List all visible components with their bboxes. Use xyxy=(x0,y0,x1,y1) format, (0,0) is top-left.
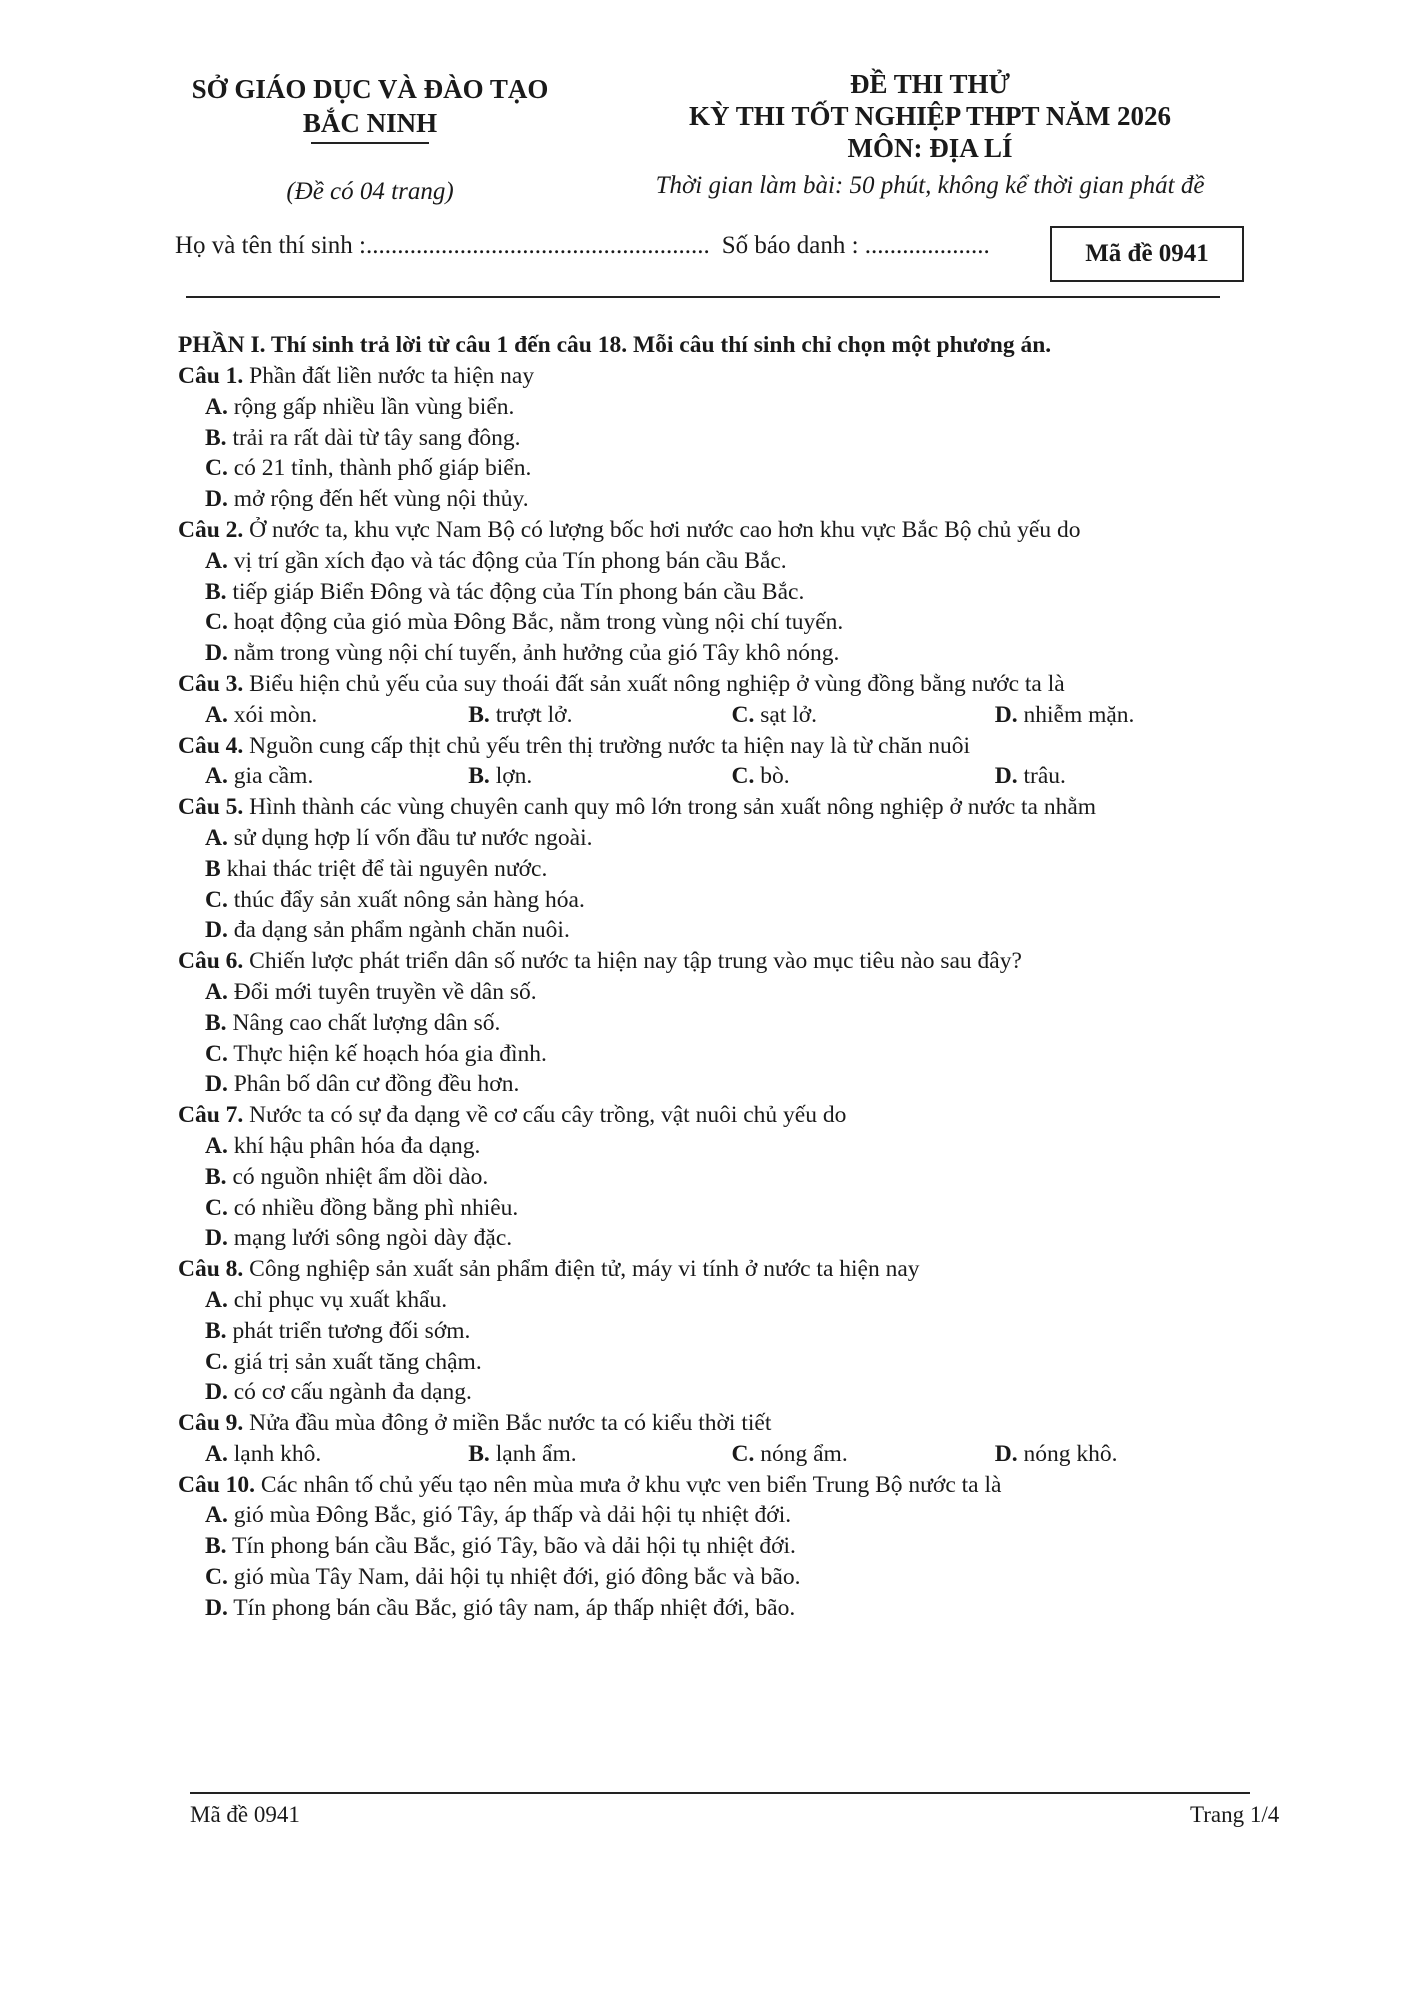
option-3d xyxy=(995,700,1258,731)
option-6c xyxy=(178,1039,1258,1070)
option-5c xyxy=(178,885,1258,916)
option-key: B. xyxy=(205,578,227,605)
option-6d xyxy=(178,1069,1258,1100)
option-10a xyxy=(178,1500,1258,1531)
subject-title: MÔN: ĐỊA LÍ xyxy=(847,133,1013,163)
question-number: Câu 8. xyxy=(178,1256,244,1283)
option-key: C. xyxy=(205,886,228,913)
option-4d xyxy=(995,761,1258,792)
question-1 xyxy=(178,361,1258,392)
option-text: có 21 tỉnh, thành phố giáp biển. xyxy=(227,455,532,482)
option-text: có nguồn nhiệt ẩm dồi dào. xyxy=(226,1163,489,1190)
candidate-id-field: Số báo danh : .................... xyxy=(721,232,990,259)
question-6 xyxy=(178,946,1258,977)
option-text: bò. xyxy=(754,763,790,790)
option-key: A. xyxy=(205,1132,228,1159)
option-2c xyxy=(178,607,1258,638)
question-text: Chiến lược phát triển dân số nước ta hiện nay tập trung vào mục tiêu nào sau đây? xyxy=(243,948,1022,975)
question-5 xyxy=(178,792,1258,823)
question-2 xyxy=(178,515,1258,546)
option-10d xyxy=(178,1593,1258,1624)
option-text: nóng khô. xyxy=(1017,1440,1118,1467)
department-header xyxy=(150,72,590,206)
option-text: hoạt động của gió mùa Đông Bắc, nằm trong vùng nội chí tuyến. xyxy=(227,609,844,636)
option-3b xyxy=(468,700,731,731)
exam-name: KỲ THI TỐT NGHIỆP THPT NĂM 2026 xyxy=(688,101,1172,131)
candidate-info xyxy=(175,232,990,260)
question-number: Câu 2. xyxy=(178,516,244,543)
option-key: C. xyxy=(205,455,228,482)
option-text: Tín phong bán cầu Bắc, gió Tây, bão và dải hội tụ nhiệt đới. xyxy=(226,1533,796,1560)
option-text: đa dạng sản phẩm ngành chăn nuôi. xyxy=(227,917,570,944)
question-text: Công nghiệp sản xuất sản phẩm điện tử, máy vi tính ở nước ta hiện nay xyxy=(243,1256,920,1283)
option-text: nhiễm mặn. xyxy=(1017,701,1135,728)
candidate-name-field: Họ và tên thí sinh :....................................................... xyxy=(175,232,710,259)
option-4a xyxy=(205,761,468,792)
option-key: C. xyxy=(731,763,755,790)
option-key: A. xyxy=(205,824,228,851)
question-text: Hình thành các vùng chuyên canh quy mô lớn trong sản xuất nông nghiệp ở nước ta nhằm xyxy=(243,794,1097,821)
question-10 xyxy=(178,1470,1258,1501)
department-name: SỞ GIÁO DỤC VÀ ĐÀO TẠO xyxy=(191,74,549,104)
option-5a xyxy=(178,823,1258,854)
question-7 xyxy=(178,1100,1258,1131)
option-text: thúc đẩy sản xuất nông sản hàng hóa. xyxy=(227,886,585,913)
footer-exam-code: Mã đề 0941 xyxy=(190,1802,300,1827)
question-8 xyxy=(178,1254,1258,1285)
part-1-instruction: PHẦN I. Thí sinh trả lời từ câu 1 đến câu 18. Mỗi câu thí sinh chỉ chọn một phương án. xyxy=(178,332,1052,358)
option-key: B. xyxy=(468,701,490,728)
option-key: D. xyxy=(205,640,228,667)
option-key: B. xyxy=(468,763,490,790)
option-key: A. xyxy=(205,763,228,790)
question-text: Nửa đầu mùa đông ở miền Bắc nước ta có kiểu thời tiết xyxy=(243,1410,772,1437)
option-key: D. xyxy=(205,917,228,944)
question-text: Nguồn cung cấp thịt chủ yếu trên thị trường nước ta hiện nay là từ chăn nuôi xyxy=(243,732,971,759)
option-1a xyxy=(178,392,1258,423)
option-6a xyxy=(178,977,1258,1008)
option-10b xyxy=(178,1531,1258,1562)
option-8d xyxy=(178,1377,1258,1408)
options-row-3 xyxy=(178,700,1258,731)
option-key: D. xyxy=(994,701,1018,728)
option-key: C. xyxy=(205,1564,228,1591)
question-number: Câu 10. xyxy=(178,1471,256,1498)
option-text: vị trí gần xích đạo và tác động của Tín phong bán cầu Bắc. xyxy=(227,547,787,574)
question-3 xyxy=(178,669,1258,700)
question-text: Phần đất liền nước ta hiện nay xyxy=(243,363,535,389)
option-7c xyxy=(178,1193,1258,1224)
option-4c xyxy=(732,761,995,792)
question-number: Câu 6. xyxy=(178,948,244,975)
option-text: mạng lưới sông ngòi dày đặc. xyxy=(227,1225,513,1252)
option-2b xyxy=(178,577,1258,608)
question-4 xyxy=(178,731,1258,762)
exam-type: ĐỀ THI THỬ xyxy=(849,69,1011,99)
option-1b xyxy=(178,423,1258,454)
option-key: A. xyxy=(205,393,228,420)
option-text: chỉ phục vụ xuất khẩu. xyxy=(227,1286,448,1313)
option-9c xyxy=(732,1439,995,1470)
option-7d xyxy=(178,1223,1258,1254)
option-text: rộng gấp nhiều lần vùng biển. xyxy=(227,393,515,420)
question-text: Các nhân tố chủ yếu tạo nên mùa mưa ở khu vực ven biển Trung Bộ nước ta là xyxy=(255,1471,1002,1498)
option-key: A. xyxy=(205,978,228,1005)
question-number: Câu 7. xyxy=(178,1102,244,1129)
option-8b xyxy=(178,1316,1258,1347)
option-key: B. xyxy=(205,1009,227,1036)
question-number: Câu 1. xyxy=(178,363,244,389)
page-count-note: (Đề có 04 trang) xyxy=(286,178,454,205)
province-name: BẮC NINH xyxy=(302,108,438,138)
option-text: Thực hiện kế hoạch hóa gia đình. xyxy=(227,1040,547,1067)
option-key: B. xyxy=(205,1163,227,1190)
option-text: xói mòn. xyxy=(227,701,318,728)
option-text: giá trị sản xuất tăng chậm. xyxy=(227,1348,482,1375)
options-row-9 xyxy=(178,1439,1258,1470)
option-text: gia cầm. xyxy=(227,763,314,790)
exam-header xyxy=(610,68,1250,200)
option-key: D. xyxy=(994,763,1018,790)
time-note: Thời gian làm bài: 50 phút, không kể thời gian phát đề xyxy=(655,172,1205,199)
option-text: lạnh ẩm. xyxy=(489,1440,577,1467)
option-3a xyxy=(205,700,468,731)
option-2a xyxy=(178,546,1258,577)
option-text: mở rộng đến hết vùng nội thủy. xyxy=(227,486,529,513)
option-9b xyxy=(468,1439,731,1470)
option-key: D. xyxy=(205,1225,228,1252)
option-9d xyxy=(995,1439,1258,1470)
option-text: Tín phong bán cầu Bắc, gió tây nam, áp thấp nhiệt đới, bão. xyxy=(227,1594,796,1621)
question-number: Câu 9. xyxy=(178,1410,244,1437)
option-key: C. xyxy=(205,1348,228,1375)
option-key: A. xyxy=(205,1502,228,1529)
option-key: D. xyxy=(994,1440,1018,1467)
options-row-4 xyxy=(178,761,1258,792)
question-text: Nước ta có sự đa dạng về cơ cấu cây trồng, vật nuôi chủ yếu do xyxy=(243,1102,847,1129)
option-5b xyxy=(178,854,1258,885)
option-key: B xyxy=(205,855,221,882)
option-key: A. xyxy=(205,701,228,728)
option-text: nóng ẩm. xyxy=(754,1440,848,1467)
footer-separator xyxy=(190,1792,1250,1794)
option-key: C. xyxy=(205,1040,228,1067)
option-text: có cơ cấu ngành đa dạng. xyxy=(227,1379,472,1406)
option-text: Nâng cao chất lượng dân số. xyxy=(226,1009,501,1036)
option-1c xyxy=(178,453,1258,484)
option-8a xyxy=(178,1285,1258,1316)
option-key: A. xyxy=(205,1286,228,1313)
option-9a xyxy=(205,1439,468,1470)
option-text: trâu. xyxy=(1017,763,1066,790)
option-10c xyxy=(178,1562,1258,1593)
option-text: trượt lở. xyxy=(489,701,573,728)
exam-content xyxy=(178,330,1258,1624)
option-text: sạt lở. xyxy=(754,701,818,728)
option-2d xyxy=(178,638,1258,669)
option-key: B. xyxy=(468,1440,490,1467)
option-3c xyxy=(732,700,995,731)
option-key: D. xyxy=(205,1594,228,1621)
option-7a xyxy=(178,1131,1258,1162)
question-text: Ở nước ta, khu vực Nam Bộ có lượng bốc hơi nước cao hơn khu vực Bắc Bộ chủ yếu do xyxy=(243,516,1081,543)
exam-code-box: Mã đề 0941 xyxy=(1050,226,1244,282)
option-key: C. xyxy=(731,701,755,728)
option-text: gió mùa Tây Nam, dải hội tụ nhiệt đới, gió đông bắc và bão. xyxy=(227,1564,801,1591)
option-text: trải ra rất dài từ tây sang đông. xyxy=(226,424,521,451)
option-text: tiếp giáp Biển Đông và tác động của Tín phong bán cầu Bắc. xyxy=(226,578,805,605)
question-number: Câu 5. xyxy=(178,794,244,821)
option-text: lạnh khô. xyxy=(227,1440,322,1467)
option-key: B. xyxy=(205,424,227,451)
option-key: D. xyxy=(205,1379,228,1406)
option-text: nằm trong vùng nội chí tuyến, ảnh hưởng của gió Tây khô nóng. xyxy=(227,640,840,667)
option-key: D. xyxy=(205,486,228,513)
option-text: Phân bố dân cư đồng đều hơn. xyxy=(227,1071,520,1098)
question-9 xyxy=(178,1408,1258,1439)
question-number: Câu 4. xyxy=(178,732,244,759)
question-number: Câu 3. xyxy=(178,670,244,697)
option-7b xyxy=(178,1162,1258,1193)
option-6b xyxy=(178,1008,1258,1039)
option-key: D. xyxy=(205,1071,228,1098)
option-text: gió mùa Đông Bắc, gió Tây, áp thấp và dải hội tụ nhiệt đới. xyxy=(227,1502,792,1529)
option-key: C. xyxy=(731,1440,755,1467)
question-text: Biểu hiện chủ yếu của suy thoái đất sản xuất nông nghiệp ở vùng đồng bằng nước ta là xyxy=(243,670,1065,697)
option-text: lợn. xyxy=(489,763,533,790)
option-1d xyxy=(178,484,1258,515)
option-text: Đổi mới tuyên truyền về dân số. xyxy=(227,978,537,1005)
option-text: phát triển tương đối sớm. xyxy=(226,1317,471,1344)
option-key: B. xyxy=(205,1533,227,1560)
option-4b xyxy=(468,761,731,792)
option-5d xyxy=(178,915,1258,946)
header-underline xyxy=(311,142,429,144)
option-text: khí hậu phân hóa đa dạng. xyxy=(227,1132,481,1159)
option-text: khai thác triệt để tài nguyên nước. xyxy=(220,855,548,882)
header-separator xyxy=(186,296,1220,298)
option-key: A. xyxy=(205,547,228,574)
footer-page-number: Trang 1/4 xyxy=(1190,1802,1280,1827)
option-key: C. xyxy=(205,609,228,636)
option-8c xyxy=(178,1347,1258,1378)
option-text: sử dụng hợp lí vốn đầu tư nước ngoài. xyxy=(227,824,593,851)
option-text: có nhiều đồng bằng phì nhiêu. xyxy=(227,1194,519,1221)
option-key: C. xyxy=(205,1194,228,1221)
option-key: B. xyxy=(205,1317,227,1344)
option-key: A. xyxy=(205,1440,228,1467)
